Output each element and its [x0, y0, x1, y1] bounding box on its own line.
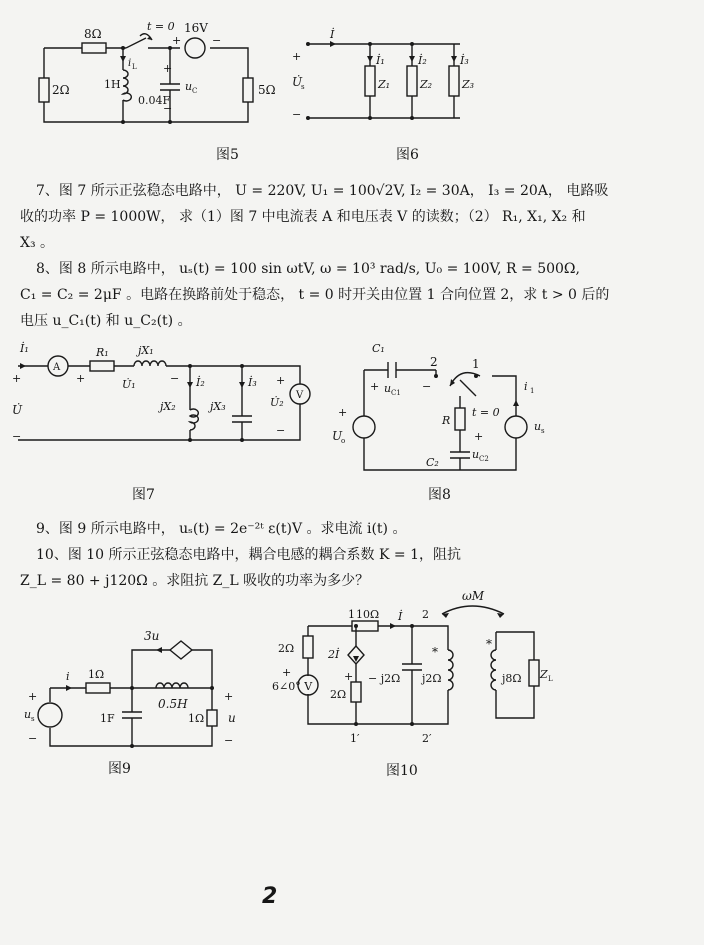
figure-8-caption: 图8 — [428, 487, 451, 503]
svg-text:İ₂: İ₂ — [418, 54, 427, 67]
svg-text:+: + — [344, 670, 354, 683]
svg-text:u: u — [384, 382, 392, 395]
svg-text:−: − — [12, 430, 22, 443]
svg-text:2′: 2′ — [422, 732, 432, 745]
svg-text:1: 1 — [472, 357, 480, 371]
svg-text:C1: C1 — [391, 389, 401, 397]
svg-text:+: + — [276, 374, 286, 387]
svg-text:u: u — [472, 448, 480, 461]
svg-text:2: 2 — [422, 608, 429, 621]
svg-text:İ₃: İ₃ — [460, 54, 469, 67]
svg-text:t = 0: t = 0 — [147, 20, 175, 33]
svg-text:U̇₁: U̇₁ — [122, 378, 136, 391]
svg-text:u: u — [24, 708, 32, 721]
svg-text:u: u — [185, 80, 193, 93]
q7-line-3: X₃ 。 — [20, 235, 55, 251]
svg-text:i: i — [524, 380, 528, 393]
q9-line-1: 9、图 9 所示电路中， uₛ(t) = 2e⁻²ᵗ ε(t)V 。求电流 i(t) 。 — [36, 521, 407, 537]
svg-text:+: + — [163, 62, 173, 75]
resistor-8ohm — [82, 43, 106, 53]
question-8 — [20, 256, 680, 334]
svg-text:−: − — [276, 424, 286, 437]
svg-text:1: 1 — [348, 608, 355, 621]
svg-text:Z₂: Z₂ — [420, 78, 433, 91]
svg-text:+: + — [172, 34, 182, 47]
svg-text:1F: 1F — [100, 712, 115, 725]
figure-9-caption: 图9 — [108, 761, 131, 777]
svg-text:İ₁: İ₁ — [20, 342, 29, 355]
svg-text:jX₁: jX₁ — [138, 344, 154, 357]
svg-text:A: A — [53, 362, 61, 373]
svg-text:s: s — [31, 715, 35, 723]
q8-line-1: 8、图 8 所示电路中， uₛ(t) = 100 sin ωtV, ω = 10³ rad/s, U₀ = 100V, R = 500Ω, — [36, 261, 580, 277]
svg-text:İ₁: İ₁ — [376, 54, 385, 67]
svg-text:V: V — [296, 390, 304, 401]
svg-text:1Ω: 1Ω — [188, 712, 205, 725]
figure-10-caption: 图10 — [386, 763, 418, 779]
svg-text:s: s — [301, 83, 305, 91]
svg-text:−: − — [28, 732, 38, 745]
svg-text:+: + — [76, 372, 86, 385]
svg-text:o: o — [341, 437, 346, 445]
question-7 — [20, 178, 680, 256]
svg-text:1Ω: 1Ω — [88, 668, 105, 681]
svg-text:U̇: U̇ — [292, 75, 303, 89]
svg-text:+: + — [292, 50, 302, 63]
svg-text:0.5H: 0.5H — [158, 697, 188, 711]
svg-text:C₁: C₁ — [372, 342, 385, 355]
svg-text:L: L — [548, 675, 553, 683]
svg-text:10Ω: 10Ω — [356, 608, 380, 621]
svg-text:U̇: U̇ — [12, 403, 23, 417]
svg-text:jX₂: jX₂ — [160, 400, 176, 413]
svg-text:j8Ω: j8Ω — [502, 672, 522, 685]
svg-text:ωM: ωM — [462, 589, 485, 603]
svg-text:İ: İ — [398, 610, 403, 623]
figure-6-circuit — [290, 26, 500, 126]
figure-7-circuit — [10, 336, 330, 456]
svg-text:Z₃: Z₃ — [462, 78, 475, 91]
svg-text:−: − — [170, 372, 180, 385]
svg-text:+: + — [12, 372, 22, 385]
svg-text:+: + — [474, 430, 484, 443]
svg-text:−: − — [292, 108, 302, 121]
svg-text:C₂: C₂ — [426, 456, 439, 469]
svg-text:u: u — [228, 711, 236, 725]
svg-text:8Ω: 8Ω — [84, 27, 102, 41]
svg-text:+: + — [282, 666, 292, 679]
svg-text:i: i — [66, 670, 70, 683]
svg-text:−: − — [224, 734, 234, 747]
figure-5-caption: 图5 — [216, 147, 239, 163]
q10-line-1: 10、图 10 所示正弦稳态电路中，耦合电感的耦合系数 K = 1，阻抗 — [36, 547, 461, 563]
svg-text:jX₃: jX₃ — [210, 400, 226, 413]
svg-text:2Ω: 2Ω — [52, 83, 70, 97]
svg-text:U: U — [332, 429, 343, 443]
svg-text:+: + — [224, 690, 234, 703]
svg-text:R: R — [442, 414, 451, 427]
svg-text:1H: 1H — [104, 78, 121, 91]
page-number: 2 — [262, 884, 278, 909]
svg-text:−: − — [163, 102, 173, 115]
q10-line-2: Z_L = 80 + j120Ω 。求阻抗 Z_L 吸收的功率为多少？ — [20, 573, 370, 589]
svg-text:İ₃: İ₃ — [248, 376, 257, 389]
svg-text:*: * — [432, 645, 438, 659]
figure-5-circuit — [30, 18, 280, 130]
svg-text:+: + — [28, 690, 38, 703]
svg-text:−: − — [422, 380, 432, 393]
svg-text:U̇₂: U̇₂ — [270, 396, 284, 409]
svg-text:− j2Ω: − j2Ω — [368, 672, 401, 685]
svg-text:1′: 1′ — [350, 732, 360, 745]
svg-text:*: * — [486, 637, 492, 651]
svg-text:+: + — [338, 406, 348, 419]
svg-text:6∠0° V: 6∠0° V — [272, 680, 313, 693]
svg-text:C2: C2 — [479, 455, 489, 463]
svg-text:1: 1 — [530, 387, 535, 395]
svg-text:C: C — [192, 87, 198, 95]
svg-text:t = 0: t = 0 — [472, 406, 500, 419]
svg-text:İ: İ — [330, 28, 335, 41]
q7-line-2: 收的功率 P = 1000W， 求（1）图 7 中电流表 A 和电压表 V 的读数；（2） R₁, X₁, X₂ 和 — [20, 209, 586, 225]
svg-text:Z: Z — [540, 668, 548, 681]
figure-7-caption: 图7 — [132, 487, 155, 503]
svg-text:İ₂: İ₂ — [196, 376, 205, 389]
svg-text:2Ω: 2Ω — [330, 688, 347, 701]
svg-text:5Ω: 5Ω — [258, 83, 276, 97]
svg-text:j2Ω: j2Ω — [422, 672, 442, 685]
svg-text:3u: 3u — [144, 629, 160, 643]
svg-text:2Ω: 2Ω — [278, 642, 295, 655]
q8-line-3: 电压 u_C₁(t) 和 u_C₂(t) 。 — [20, 313, 192, 329]
question-9 — [20, 516, 680, 542]
svg-text:s: s — [541, 427, 545, 435]
svg-text:0.04F: 0.04F — [138, 94, 171, 107]
figure-8-circuit — [326, 340, 576, 475]
figure-10-circuit — [272, 586, 572, 756]
q7-line-1: 7、图 7 所示正弦稳态电路中， U = 220V, U₁ = 100√2V, I₂ = 30A， I₃ = 20A， 电路吸 — [36, 183, 609, 199]
svg-text:2İ: 2İ — [328, 648, 340, 661]
figure-9-circuit — [20, 630, 260, 750]
svg-text:i: i — [128, 58, 132, 69]
figure-6-caption: 图6 — [396, 147, 419, 163]
svg-text:16V: 16V — [184, 21, 208, 35]
svg-text:+: + — [370, 380, 380, 393]
svg-text:L: L — [132, 63, 137, 71]
svg-text:R₁: R₁ — [96, 346, 109, 359]
svg-text:2: 2 — [430, 355, 438, 369]
svg-text:−: − — [212, 34, 222, 47]
q8-line-2: C₁ = C₂ = 2μF 。电路在换路前处于稳态， t = 0 时开关由位置 1 合向位置 2，求 t > 0 后的 — [20, 287, 610, 303]
svg-text:Z₁: Z₁ — [378, 78, 391, 91]
svg-text:u: u — [534, 420, 542, 433]
